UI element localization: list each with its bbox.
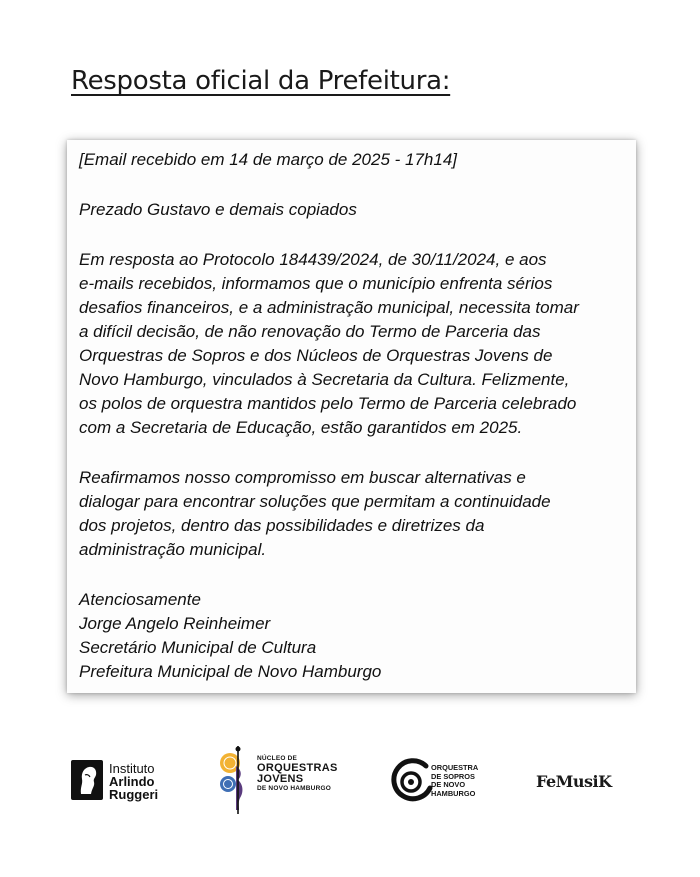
- paragraph-2-line: dialogar para encontrar soluções que permitam a continuidade: [79, 492, 551, 511]
- portrait-icon: [71, 760, 103, 800]
- paragraph-1-line: a difícil decisão, de não renovação do Termo de Parceria das: [79, 322, 541, 341]
- signature-closing: Atenciosamente: [79, 590, 201, 609]
- paragraph-2-line: administração municipal.: [79, 540, 267, 559]
- paragraph-1-line: Orquestras de Sopros e dos Núcleos de Orquestras Jovens de: [79, 346, 553, 365]
- email-screenshot: [67, 140, 636, 693]
- orquestra-label: ORQUESTRA DE SOPROS DE NOVO HAMBURGO: [431, 763, 479, 798]
- instituto-arlindo-ruggeri-logo: [71, 760, 181, 802]
- instituto-label: Instituto Arlindo Ruggeri: [109, 761, 159, 802]
- page-title: Resposta oficial da Prefeitura:: [71, 66, 451, 96]
- femusik-logo: FeMusiK: [536, 772, 612, 791]
- orquestra-sopros-logo: [388, 758, 498, 806]
- signature-name: Jorge Angelo Reinheimer: [79, 614, 271, 633]
- paragraph-1-line: com a Secretaria de Educação, estão garantidos em 2025.: [79, 418, 523, 437]
- email-greeting: Prezado Gustavo e demais copiados: [79, 200, 357, 219]
- partner-logos: [0, 738, 700, 818]
- nucleo-label: NÚCLEO DE ORQUESTRAS JOVENS DE NOVO HAMBURGO: [257, 755, 338, 792]
- signature-org: Prefeitura Municipal de Novo Hamburgo: [79, 662, 382, 681]
- paragraph-1-line: Em resposta ao Protocolo 184439/2024, de 30/11/2024, e aos: [79, 250, 547, 269]
- signature-role: Secretário Municipal de Cultura: [79, 638, 317, 657]
- paragraph-2-line: Reafirmamos nosso compromisso em buscar alternativas e: [79, 468, 526, 487]
- nucleo-orquestras-jovens-logo: [218, 744, 348, 816]
- paragraph-1-line: Novo Hamburgo, vinculados à Secretaria da Cultura. Felizmente,: [79, 370, 570, 389]
- paragraph-2-line: dos projetos, dentro das possibilidades e diretrizes da: [79, 516, 485, 535]
- paragraph-1-line: e-mails recebidos, informamos que o município enfrenta sérios: [79, 274, 553, 293]
- paragraph-1-line: desafios financeiros, e a administração municipal, necessita tomar: [79, 298, 579, 317]
- paragraph-1-line: os polos de orquestra mantidos pelo Termo de Parceria celebrado: [79, 394, 577, 413]
- violin-circles-icon: [218, 744, 254, 816]
- email-body: [79, 148, 629, 684]
- email-header: [Email recebido em 14 de março de 2025 - 17h14]: [79, 150, 458, 169]
- horn-spiral-icon: [388, 758, 434, 804]
